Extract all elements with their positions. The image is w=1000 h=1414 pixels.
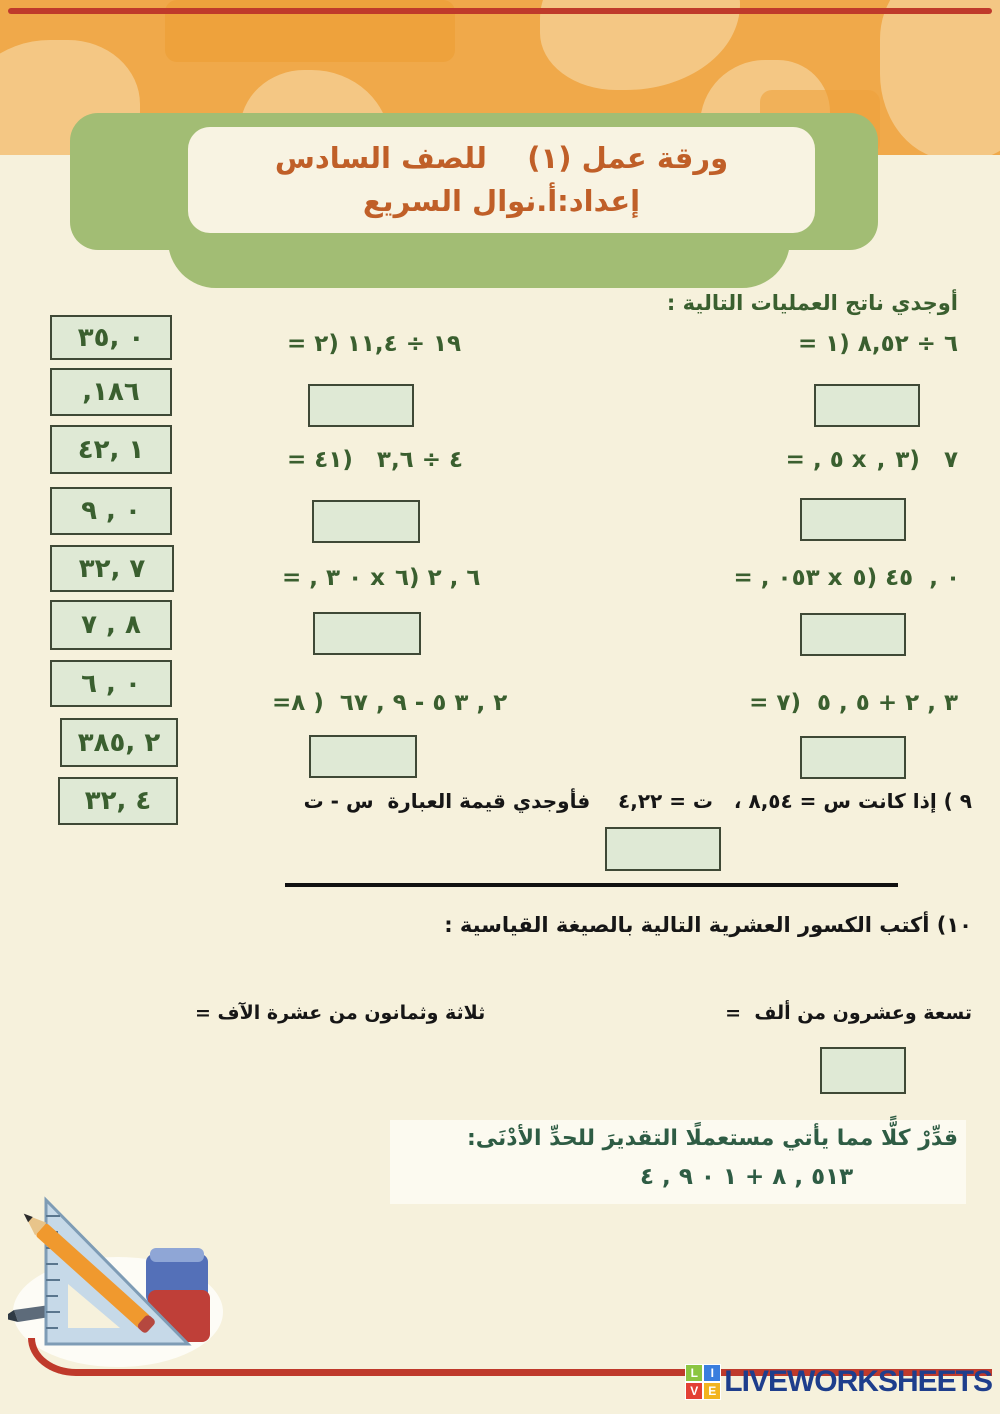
instruction-text: أوجدي ناتج العمليات التالية :: [666, 291, 958, 315]
liveworksheets-logo[interactable]: [685, 1364, 992, 1400]
problem-7-answer-box[interactable]: [800, 736, 906, 779]
answer-bank-item[interactable]: ١ ,٤٢: [50, 425, 172, 474]
estimation-expression: ٥١٣ , ٨ + ١ ٠ ٩ , ٤: [640, 1164, 854, 1190]
problem-7-equation: = ٣ , ٢ + ٥ , ٥ (٧: [749, 690, 958, 716]
problem-1-equation: = ٦ ÷ ٨,٥٢ (١: [797, 331, 958, 357]
problem-4-equation: = ٤ ÷ ٣,٦ (٤١: [287, 447, 464, 473]
logo-grid-icon: L I V E: [685, 1364, 721, 1400]
answer-bank-item[interactable]: ٠ ,٣٥: [50, 315, 172, 360]
prepared-by: إعداد:أ.نوال السريع: [362, 184, 641, 218]
problem-3-answer-box[interactable]: [800, 498, 906, 541]
answer-bank-item[interactable]: ,١٨٦: [50, 368, 172, 416]
answer-bank-item[interactable]: ٨ , ٧: [50, 600, 172, 650]
estimation-title: قدِّرْ كلًّا مما يأتي مستعملًا التقديرَ للحدِّ الأدْنَى:: [466, 1126, 958, 1151]
problem-10-item-right: تسعة وعشرون من ألف =: [725, 1002, 972, 1024]
problem-9-answer-box[interactable]: [605, 827, 721, 871]
answer-bank-item[interactable]: ٢ ,٣٨٥: [60, 718, 178, 767]
problem-10-answer-box[interactable]: [820, 1047, 906, 1094]
section-divider: [285, 883, 898, 887]
problem-4-answer-box[interactable]: [312, 500, 420, 543]
problem-10-text: ١٠) أكتب الكسور العشرية التالية بالصيغة القياسية :: [444, 913, 972, 937]
problem-8-answer-box[interactable]: [309, 735, 417, 778]
page-title: ورقة عمل (١) للصف السادس: [274, 140, 729, 175]
problem-2-equation: = ١٩ ÷ ١١,٤ (٢: [287, 331, 462, 357]
answer-bank-item[interactable]: ٠ , ٩: [50, 487, 172, 535]
top-red-frame-line: [8, 8, 992, 14]
problem-10-item-left: ثلاثة وثمانون من عشرة الآف =: [195, 1002, 486, 1024]
problem-3-equation: = , ٥ x , ٧ (٣: [785, 447, 958, 473]
problem-1-answer-box[interactable]: [814, 384, 920, 427]
answer-bank-item[interactable]: ٠ , ٦: [50, 660, 172, 707]
answer-bank-item[interactable]: ٤ ,٣٢: [58, 777, 178, 825]
title-card: [188, 127, 815, 233]
problem-9-text: ٩ ) إذا كانت س = ٨,٥٤ ، ت = ٤,٢٢ فأوجدي قيمة العبارة س - ت: [303, 789, 972, 813]
problem-6-answer-box[interactable]: [313, 612, 421, 655]
problem-5-answer-box[interactable]: [800, 613, 906, 656]
problem-8-equation: =٢ , ٣ ٥ - ٩ , ٦٧ ( ٨: [272, 690, 508, 716]
brand-text: LIVEWORKSHEETS: [724, 1365, 992, 1398]
problem-5-equation: = , ٠٥٣ x ٠ , ٤٥ (٥: [733, 565, 960, 591]
estimation-card: [390, 1120, 966, 1204]
answer-bank-item[interactable]: ٧ ,٣٢: [50, 545, 174, 592]
problem-2-answer-box[interactable]: [308, 384, 414, 427]
problem-6-equation: = , ٠ ٣ x ٦ , ٢ (٦: [282, 565, 481, 591]
